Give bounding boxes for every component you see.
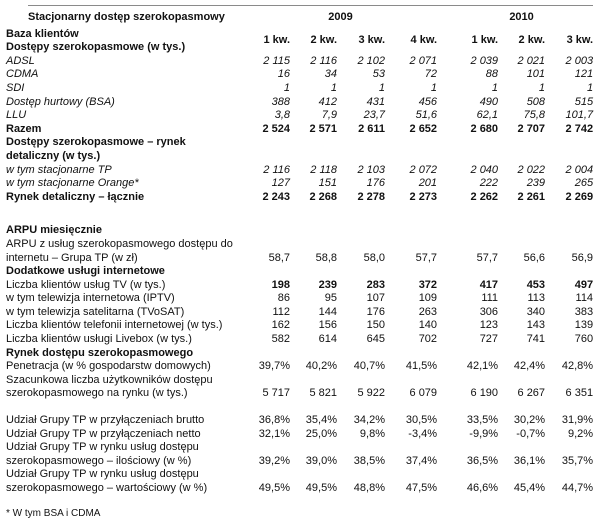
- cell-value: 53: [372, 68, 385, 81]
- cell-value: 2 004: [565, 163, 594, 176]
- table-row: [0, 360, 593, 374]
- cell-value: 2 003: [565, 54, 594, 67]
- cell-value: 121: [574, 68, 594, 81]
- cell-value: 56,9: [571, 251, 594, 264]
- column-gap: [437, 136, 450, 163]
- cell-value: 56,6: [523, 251, 546, 264]
- cell-value: 113: [527, 292, 546, 305]
- cell-value: 30,5%: [405, 414, 438, 427]
- column-gap: [437, 333, 450, 347]
- row-label: Udział Grupy TP w rynku usług dostępu szerokopasmowego – wartościowy (w %): [6, 468, 208, 494]
- table-title: Stacjonarny dostęp szerokopasmowy: [28, 11, 225, 23]
- cell-value: 72: [424, 68, 438, 81]
- cell-value: 101: [526, 68, 546, 81]
- cell-value: 45,4%: [513, 482, 546, 494]
- row-label: Dostępy szerokopasmowe – rynek detaliczny (w tys.): [6, 136, 186, 162]
- row-label: SDI: [6, 81, 25, 94]
- cell-value: [337, 347, 385, 361]
- cell-value: [290, 347, 337, 361]
- column-gap: [437, 468, 450, 495]
- cell-value: 2 022: [517, 163, 546, 176]
- cell-value: 222: [479, 177, 499, 190]
- cell-value: 150: [366, 319, 385, 332]
- table-row: [0, 441, 593, 468]
- cell-value: [244, 265, 290, 279]
- cell-value: [385, 136, 437, 163]
- column-gap: [437, 164, 450, 178]
- row-label: Szacunkowa liczba użytkowników dostępu szerokopasmowego na rynku (w tys.): [6, 373, 213, 400]
- cell-value: 38,5%: [353, 454, 385, 467]
- cell-value: 9,8%: [359, 427, 385, 440]
- cell-value: 456: [418, 95, 438, 108]
- table-row: [0, 333, 593, 347]
- cell-value: 40,2%: [305, 360, 337, 373]
- header-dostepy: Dostępy szerokopasmowe (w tys.): [6, 41, 186, 54]
- cell-value: 32,1%: [258, 427, 290, 440]
- cell-value: 49,5%: [305, 482, 337, 494]
- quarter-header: 3 kw.: [566, 34, 594, 47]
- cell-value: 101,7: [565, 109, 594, 122]
- quarter-header: 3 kw.: [358, 34, 385, 47]
- cell-value: 35,4%: [305, 414, 337, 427]
- cell-value: 239: [318, 278, 337, 291]
- cell-value: 112: [272, 305, 290, 318]
- row-label: w tym telewizja satelitarna (TVoSAT): [6, 305, 185, 318]
- cell-value: 111: [481, 292, 499, 305]
- cell-value: 23,7: [363, 109, 385, 122]
- broadband-table: [0, 5, 593, 496]
- cell-value: 156: [318, 319, 337, 332]
- cell-value: [290, 265, 337, 279]
- cell-value: 37,4%: [405, 454, 438, 467]
- cell-value: 30,2%: [513, 414, 546, 427]
- cell-value: 51,6: [415, 109, 438, 122]
- cell-value: 614: [318, 333, 337, 346]
- cell-value: [385, 265, 437, 279]
- table-row: [0, 414, 593, 428]
- cell-value: 340: [526, 305, 546, 318]
- cell-value: 6 267: [517, 387, 546, 400]
- cell-value: 2 116: [310, 54, 337, 67]
- table-row: [0, 428, 593, 442]
- cell-value: [290, 224, 337, 238]
- cell-value: 1: [283, 81, 290, 94]
- cell-value: 2 278: [357, 190, 385, 203]
- table-row: [0, 468, 593, 495]
- cell-value: [244, 136, 290, 163]
- row-label: Liczba klientów usługi Livebox (w tys.): [6, 333, 192, 346]
- column-gap: [437, 123, 450, 137]
- cell-value: [244, 347, 290, 361]
- year-header-2010: 2010: [509, 11, 534, 23]
- cell-value: [498, 224, 545, 238]
- cell-value: 49,5%: [258, 482, 290, 494]
- cell-value: 36,5%: [466, 454, 499, 467]
- cell-value: 176: [366, 177, 385, 190]
- cell-value: 109: [418, 292, 438, 305]
- cell-value: [498, 136, 545, 163]
- row-label: ARPU z usług szerokopasmowego dostępu do internetu – Grupa TP (w zł): [6, 237, 233, 264]
- column-gap: [437, 374, 450, 401]
- cell-value: 86: [277, 292, 290, 305]
- cell-value: 497: [574, 278, 594, 291]
- row-label: Rynek dostępu szerokopasmowego: [6, 346, 194, 359]
- table-body: [0, 55, 593, 496]
- cell-value: [450, 347, 498, 361]
- cell-value: 265: [574, 177, 594, 190]
- column-gap: [437, 292, 450, 306]
- cell-value: 727: [479, 333, 499, 346]
- table-row: [0, 265, 593, 279]
- row-label: Penetracja (w % gospodarstw domowych): [6, 360, 211, 373]
- cell-value: 2 269: [565, 190, 594, 203]
- column-gap: [437, 82, 450, 96]
- cell-value: [337, 224, 385, 238]
- cell-value: 48,8%: [353, 482, 385, 494]
- header-baza-klientow: Baza klientów: [6, 27, 79, 40]
- cell-value: [450, 136, 498, 163]
- cell-value: 176: [366, 305, 385, 318]
- column-gap: [437, 319, 450, 333]
- cell-value: [450, 265, 498, 279]
- table-row: [0, 292, 593, 306]
- cell-value: 388: [271, 95, 290, 108]
- table-row: [0, 279, 593, 293]
- cell-value: 144: [318, 305, 337, 318]
- column-gap: [437, 441, 450, 468]
- column-gap: [437, 428, 450, 442]
- cell-value: 44,7%: [561, 482, 594, 494]
- cell-value: 42,1%: [466, 360, 499, 373]
- cell-value: 2 115: [263, 54, 290, 67]
- column-gap: [437, 96, 450, 110]
- cell-value: 34: [324, 68, 337, 81]
- cell-value: 453: [526, 278, 546, 291]
- cell-value: 2 040: [470, 163, 499, 176]
- table-row: [0, 123, 593, 137]
- cell-value: -0,7%: [516, 427, 546, 440]
- cell-value: 2 262: [470, 190, 499, 203]
- cell-value: 741: [526, 333, 546, 346]
- cell-value: [385, 347, 437, 361]
- cell-value: 1: [586, 81, 594, 94]
- year-header-2009: 2009: [328, 11, 353, 23]
- cell-value: 107: [366, 292, 385, 305]
- cell-value: 95: [324, 292, 337, 305]
- table-row: [0, 191, 593, 205]
- row-label: Dostęp hurtowy (BSA): [6, 95, 115, 108]
- cell-value: 57,7: [415, 251, 438, 264]
- row-label: Udział Grupy TP w przyłączeniach netto: [6, 427, 201, 440]
- cell-value: [290, 136, 337, 163]
- cell-value: 58,8: [315, 251, 337, 264]
- top-divider: [28, 5, 593, 6]
- cell-value: 123: [479, 319, 499, 332]
- cell-value: 702: [418, 333, 438, 346]
- quarter-header: 1 kw.: [471, 34, 499, 47]
- row-label: w tym stacjonarne TP: [6, 163, 112, 176]
- cell-value: 306: [479, 305, 499, 318]
- cell-value: 2 707: [517, 122, 546, 135]
- cell-value: 39,0%: [305, 454, 337, 467]
- cell-value: 2 118: [310, 163, 337, 176]
- cell-value: 62,1: [476, 109, 499, 122]
- cell-value: [545, 347, 593, 361]
- cell-value: 760: [574, 333, 594, 346]
- cell-value: [545, 265, 593, 279]
- cell-value: 2 268: [309, 190, 337, 203]
- table-row: [0, 177, 593, 191]
- cell-value: 1: [378, 81, 385, 94]
- table-row: [0, 55, 593, 69]
- cell-value: 5 717: [262, 387, 290, 400]
- table-row: [0, 109, 593, 123]
- table-row: [0, 68, 593, 82]
- table-row: [0, 374, 593, 401]
- cell-value: 7,9: [321, 109, 337, 122]
- cell-value: 1: [538, 81, 546, 94]
- cell-value: 372: [418, 278, 438, 291]
- cell-value: 58,0: [363, 251, 385, 264]
- column-gap: [437, 109, 450, 123]
- cell-value: 127: [271, 177, 290, 190]
- cell-value: 41,5%: [405, 360, 438, 373]
- cell-value: 2 261: [517, 190, 546, 203]
- cell-value: 2 571: [309, 122, 337, 135]
- column-gap: [437, 224, 450, 238]
- quarter-header: 2 kw.: [518, 34, 546, 47]
- cell-value: -3,4%: [408, 427, 438, 440]
- cell-value: 417: [479, 278, 499, 291]
- cell-value: 2 021: [517, 54, 546, 67]
- spacer-row: [0, 204, 593, 224]
- cell-value: 6 351: [565, 387, 594, 400]
- cell-value: 58,7: [268, 251, 290, 264]
- cell-value: 162: [271, 319, 290, 332]
- column-gap: [437, 347, 450, 361]
- cell-value: 2 652: [409, 122, 438, 135]
- spacer-cell: [0, 204, 593, 224]
- table-row: [0, 238, 593, 265]
- column-gap: [437, 360, 450, 374]
- table-row: [0, 347, 593, 361]
- column-gap: [437, 238, 450, 265]
- row-label: Rynek detaliczny – łącznie: [6, 190, 145, 203]
- row-label: Udział Grupy TP w przyłączeniach brutto: [6, 414, 205, 427]
- cell-value: 16: [277, 68, 290, 81]
- cell-value: 9,2%: [567, 427, 594, 440]
- cell-value: 139: [574, 319, 594, 332]
- cell-value: 2 102: [357, 54, 385, 67]
- cell-value: 1: [330, 81, 337, 94]
- table-row: [0, 96, 593, 110]
- cell-value: 40,7%: [353, 360, 385, 373]
- row-label: Liczba klientów telefonii internetowej (w tys.): [6, 319, 223, 332]
- cell-value: 34,2%: [353, 414, 385, 427]
- cell-value: 143: [526, 319, 546, 332]
- row-label: ADSL: [6, 54, 35, 67]
- cell-value: [244, 224, 290, 238]
- cell-value: 2 039: [470, 54, 499, 67]
- table-row: [0, 136, 593, 163]
- cell-value: 283: [366, 278, 385, 291]
- column-gap: [437, 68, 450, 82]
- cell-value: 36,1%: [513, 454, 546, 467]
- cell-value: [498, 265, 545, 279]
- quarter-header-row: [0, 28, 593, 42]
- cell-value: [337, 265, 385, 279]
- cell-value: 263: [418, 305, 438, 318]
- cell-value: [337, 136, 385, 163]
- cell-value: 151: [318, 177, 337, 190]
- cell-value: 383: [574, 305, 594, 318]
- cell-value: 39,7%: [258, 360, 290, 373]
- cell-value: 2 680: [470, 122, 499, 135]
- quarter-header: 2 kw.: [310, 34, 337, 47]
- cell-value: 2 072: [409, 163, 438, 176]
- table-row: [0, 319, 593, 333]
- row-label: CDMA: [6, 68, 39, 81]
- cell-value: 2 524: [262, 122, 290, 135]
- column-gap: [437, 28, 450, 55]
- column-gap: [437, 177, 450, 191]
- cell-value: [498, 347, 545, 361]
- quarter-header: 4 kw.: [410, 34, 438, 47]
- cell-value: 515: [574, 95, 594, 108]
- cell-value: 39,2%: [258, 454, 290, 467]
- table-row: [0, 164, 593, 178]
- cell-value: 57,7: [476, 251, 499, 264]
- cell-value: 75,8: [523, 109, 546, 122]
- cell-value: 47,5%: [405, 482, 438, 494]
- cell-value: 5 922: [357, 387, 385, 400]
- cell-value: 1: [491, 81, 499, 94]
- cell-value: 2 243: [262, 190, 290, 203]
- cell-value: 3,8: [274, 109, 290, 122]
- row-label: Dodatkowe usługi internetowe: [6, 265, 165, 278]
- cell-value: 114: [575, 292, 594, 305]
- cell-value: 25,0%: [305, 427, 337, 440]
- cell-value: 2 103: [357, 163, 385, 176]
- row-label: Liczba klientów usług TV (w tys.): [6, 278, 166, 291]
- column-gap: [437, 414, 450, 428]
- table-row: [0, 82, 593, 96]
- column-gap: [437, 306, 450, 320]
- cell-value: 5 821: [309, 387, 337, 400]
- cell-value: 42,8%: [561, 360, 594, 373]
- row-label: Razem: [6, 122, 42, 135]
- cell-value: [385, 224, 437, 238]
- cell-value: 6 190: [470, 387, 499, 400]
- cell-value: 42,4%: [513, 360, 546, 373]
- row-label: Udział Grupy TP w rynku usług dostępu szerokopasmowego – ilościowy (w %): [6, 441, 199, 467]
- cell-value: 198: [271, 278, 290, 291]
- table-row: [0, 224, 593, 238]
- cell-value: 201: [418, 177, 438, 190]
- cell-value: 2 116: [263, 163, 290, 176]
- cell-value: 6 079: [409, 387, 438, 400]
- cell-value: 31,9%: [561, 414, 594, 427]
- row-label: w tym stacjonarne Orange*: [6, 177, 139, 190]
- column-gap: [437, 5, 450, 28]
- cell-value: [545, 136, 593, 163]
- column-gap: [437, 265, 450, 279]
- cell-value: 412: [318, 95, 337, 108]
- row-label: ARPU miesięcznie: [6, 224, 102, 237]
- report-page: [0, 5, 608, 526]
- cell-value: [545, 224, 593, 238]
- cell-value: -9,9%: [469, 427, 499, 440]
- spacer-cell: [0, 401, 593, 414]
- cell-value: 2 071: [409, 54, 438, 67]
- row-label: LLU: [6, 109, 27, 122]
- cell-value: 46,6%: [466, 482, 499, 494]
- cell-value: 431: [366, 95, 385, 108]
- cell-value: 239: [526, 177, 546, 190]
- column-gap: [437, 55, 450, 69]
- cell-value: 88: [485, 68, 499, 81]
- cell-value: 1: [430, 81, 438, 94]
- cell-value: 2 742: [565, 122, 594, 135]
- column-gap: [437, 279, 450, 293]
- cell-value: 2 611: [358, 122, 385, 135]
- quarter-header: 1 kw.: [263, 34, 290, 47]
- cell-value: [450, 224, 498, 238]
- table-title-row: [0, 5, 593, 28]
- cell-value: 582: [271, 333, 290, 346]
- spacer-row: [0, 401, 593, 414]
- footnote: * W tym BSA i CDMA: [6, 507, 101, 519]
- cell-value: 33,5%: [466, 414, 499, 427]
- cell-value: 2 273: [409, 190, 438, 203]
- cell-value: 35,7%: [561, 454, 594, 467]
- cell-value: 645: [366, 333, 385, 346]
- cell-value: 490: [479, 95, 499, 108]
- column-gap: [437, 191, 450, 205]
- table-row: [0, 306, 593, 320]
- cell-value: 508: [526, 95, 546, 108]
- cell-value: 36,8%: [258, 414, 290, 427]
- row-label: w tym telewizja internetowa (IPTV): [6, 292, 175, 305]
- cell-value: 140: [418, 319, 438, 332]
